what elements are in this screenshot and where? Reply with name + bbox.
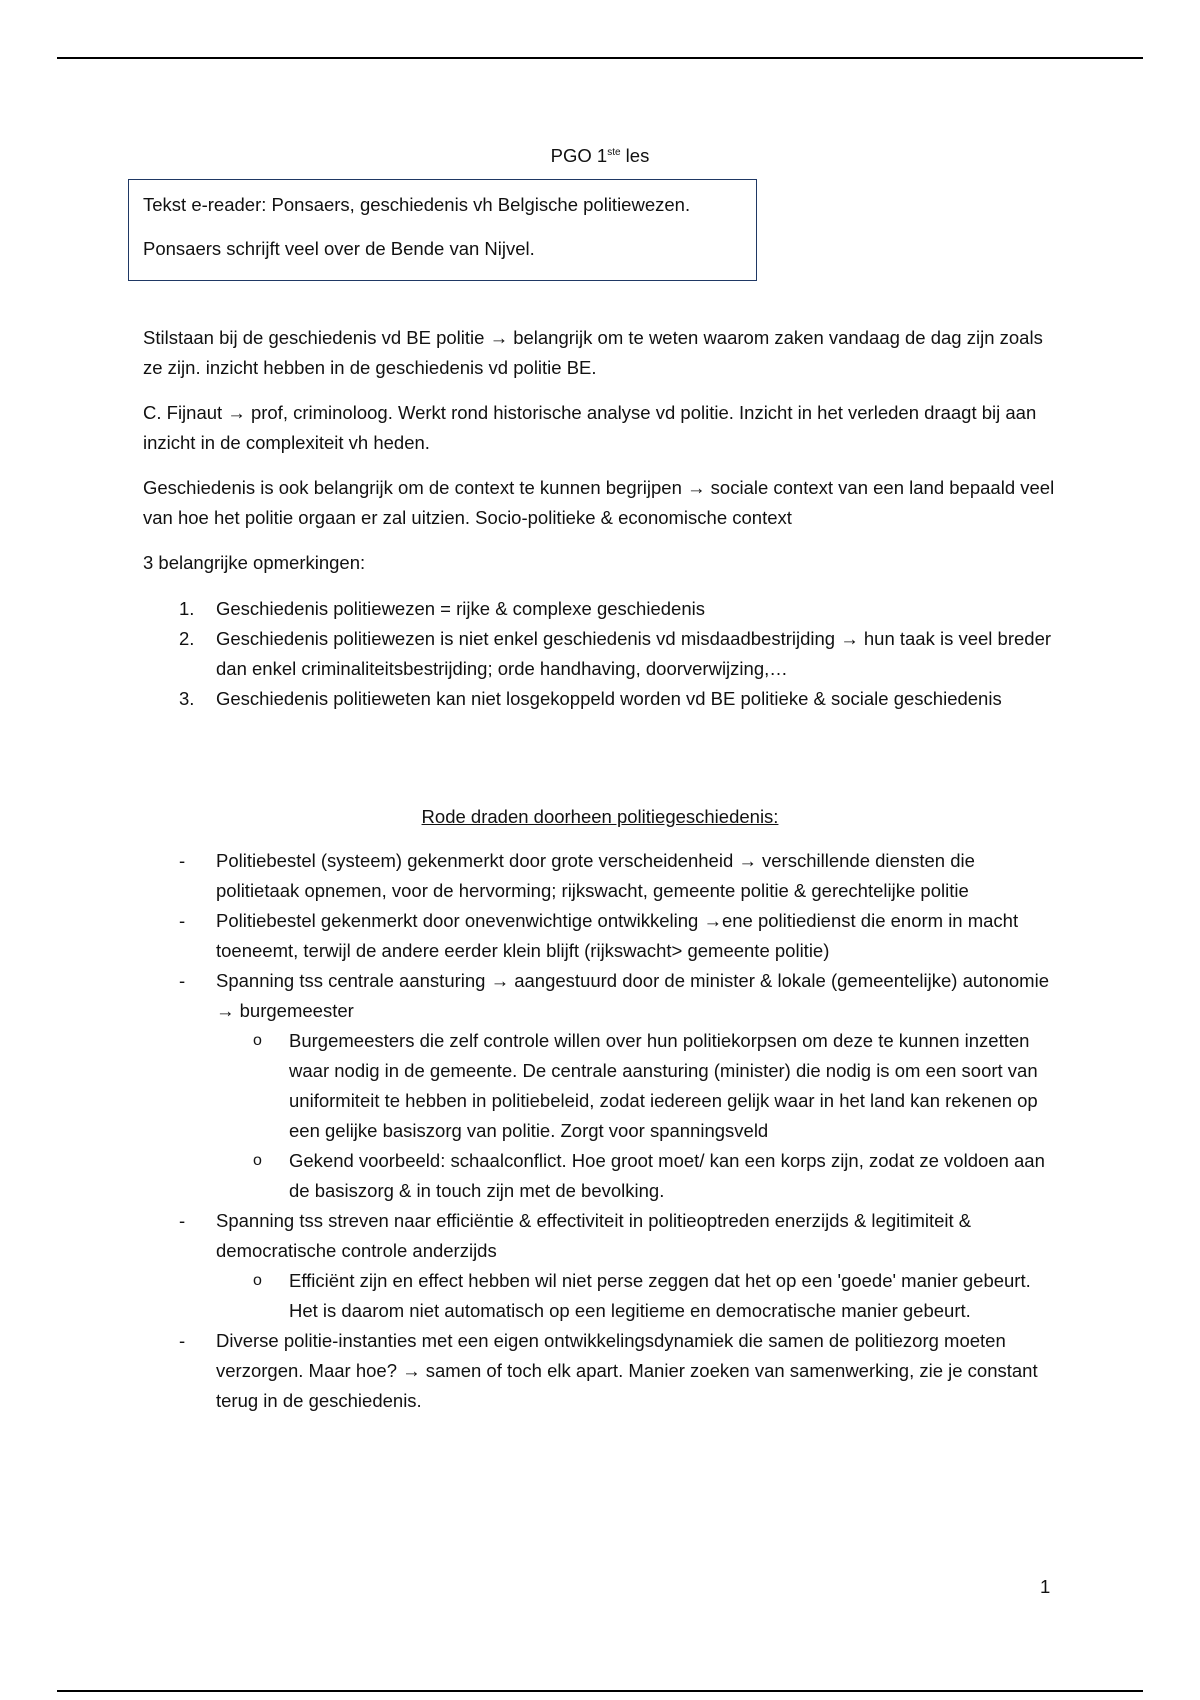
numbered-list: [143, 594, 1063, 714]
list-item: [143, 684, 1063, 714]
list-item-text: Spanning tss centrale aansturing → aangestuurd door de minister & lokale (gemeentelijke) autonomie → burgemeester: [216, 970, 1049, 1021]
intro-paragraphs: [143, 323, 1063, 593]
paragraph: C. Fijnaut → prof, criminoloog. Werkt rond historische analyse vd politie. Inzicht in het verleden draagt bij aan inzicht in de complexiteit vh heden.: [143, 402, 1037, 453]
sub-list: [216, 1026, 1063, 1206]
list-item-text: Geschiedenis politiewezen = rijke & complexe geschiedenis: [216, 598, 705, 619]
paragraph: Geschiedenis is ook belangrijk om de context te kunnen begrijpen → sociale context van een land bepaald veel van hoe het politie orgaan er zal uitzien. Socio-politieke & economische context: [143, 477, 1055, 528]
list-item: [143, 1206, 1063, 1326]
paragraph: 3 belangrijke opmerkingen:: [143, 552, 366, 573]
list-number: 3.: [179, 688, 195, 709]
footer-rule: [57, 1690, 1143, 1692]
list-item-text: Diverse politie-instanties met een eigen ontwikkelingsdynamiek die samen de politiezorg moeten verzorgen. Maar hoe? → samen of toch elk apart. Manier zoeken van samenwerking, zie je constant terug in de geschiedenis.: [216, 1330, 1038, 1411]
sub-list-item: [216, 1146, 1063, 1206]
sub-list-item-text: Burgemeesters die zelf controle willen over hun politiekorpsen om deze te kunnen inzetten waar nodig in de gemeente. De centrale aansturing (minister) die nodig is om een soort van uniformiteit te hebben in politiebeleid, zodat iedereen gelijk waar in het land kan rekenen op een gelijke basiszorg van politie. Zorgt voor spanningsveld: [289, 1030, 1038, 1141]
list-item: [143, 906, 1063, 966]
list-number: 2.: [179, 628, 195, 649]
list-item-text: Politiebestel (systeem) gekenmerkt door grote verscheidenheid → verschillende diensten die politietaak opnemen, voor de hervorming; rijkswacht, gemeente politie & gerechtelijke politie: [216, 850, 975, 901]
circle-bullet: o: [253, 1272, 262, 1289]
box-line: Tekst e-reader: Ponsaers, geschiedenis vh Belgische politiewezen.: [143, 194, 691, 215]
list-item-text: Politiebestel gekenmerkt door onevenwichtige ontwikkeling →ene politiedienst die enorm in macht toeneemt, terwijl de andere eerder klein blijft (rijkswacht> gemeente politie): [216, 910, 1019, 961]
dash-list: [143, 846, 1063, 1416]
list-item-text: Geschiedenis politieweten kan niet losgekoppeld worden vd BE politieke & sociale geschiedenis: [216, 688, 1002, 709]
sub-list-item: [216, 1026, 1063, 1146]
header-rule: [57, 57, 1143, 59]
list-item: [143, 846, 1063, 906]
sub-list-item-text: Gekend voorbeeld: schaalconflict. Hoe groot moet/ kan een korps zijn, zodat ze voldoen aan de basiszorg & in touch zijn met de bevolking.: [289, 1150, 1045, 1201]
paragraph: Stilstaan bij de geschiedenis vd BE politie → belangrijk om te weten waarom zaken vandaag de dag zijn zoals ze zijn. inzicht hebben in de geschiedenis vd politie BE.: [143, 327, 1043, 378]
list-item-text: Geschiedenis politiewezen is niet enkel geschiedenis vd misdaadbestrijding → hun taak is veel breder dan enkel criminaliteitsbestrijding; orde handhaving, doorverwijzing,…: [216, 628, 1052, 679]
page-number: 1: [1040, 1576, 1051, 1597]
sub-list-item: [216, 1266, 1063, 1326]
circle-bullet: o: [253, 1032, 262, 1049]
list-item: [143, 966, 1063, 1206]
list-number: 1.: [179, 598, 195, 619]
dash-bullet: -: [179, 1330, 186, 1351]
list-item-text: Spanning tss streven naar efficiëntie & effectiviteit in politieoptreden enerzijds & legitimiteit & democratische controle anderzijds: [216, 1210, 972, 1261]
page-title: PGO 1ste les: [550, 145, 650, 166]
dash-bullet: -: [179, 850, 186, 871]
dash-bullet: -: [179, 910, 186, 931]
circle-bullet: o: [253, 1152, 262, 1169]
list-item: [143, 1326, 1063, 1416]
reading-note-box: [128, 179, 757, 281]
list-item: [143, 624, 1063, 684]
sub-list-item-text: Efficiënt zijn en effect hebben wil niet perse zeggen dat het op een 'goede' manier gebeurt. Het is daarom niet automatisch op een legitieme en democratische manier gebeurt.: [289, 1270, 1031, 1321]
section-heading: Rode draden doorheen politiegeschiedenis:: [421, 806, 779, 827]
sub-list: [216, 1266, 1063, 1326]
dash-bullet: -: [179, 1210, 186, 1231]
dash-bullet: -: [179, 970, 186, 991]
list-item: [143, 594, 1063, 624]
box-line: Ponsaers schrijft veel over de Bende van Nijvel.: [143, 238, 535, 259]
